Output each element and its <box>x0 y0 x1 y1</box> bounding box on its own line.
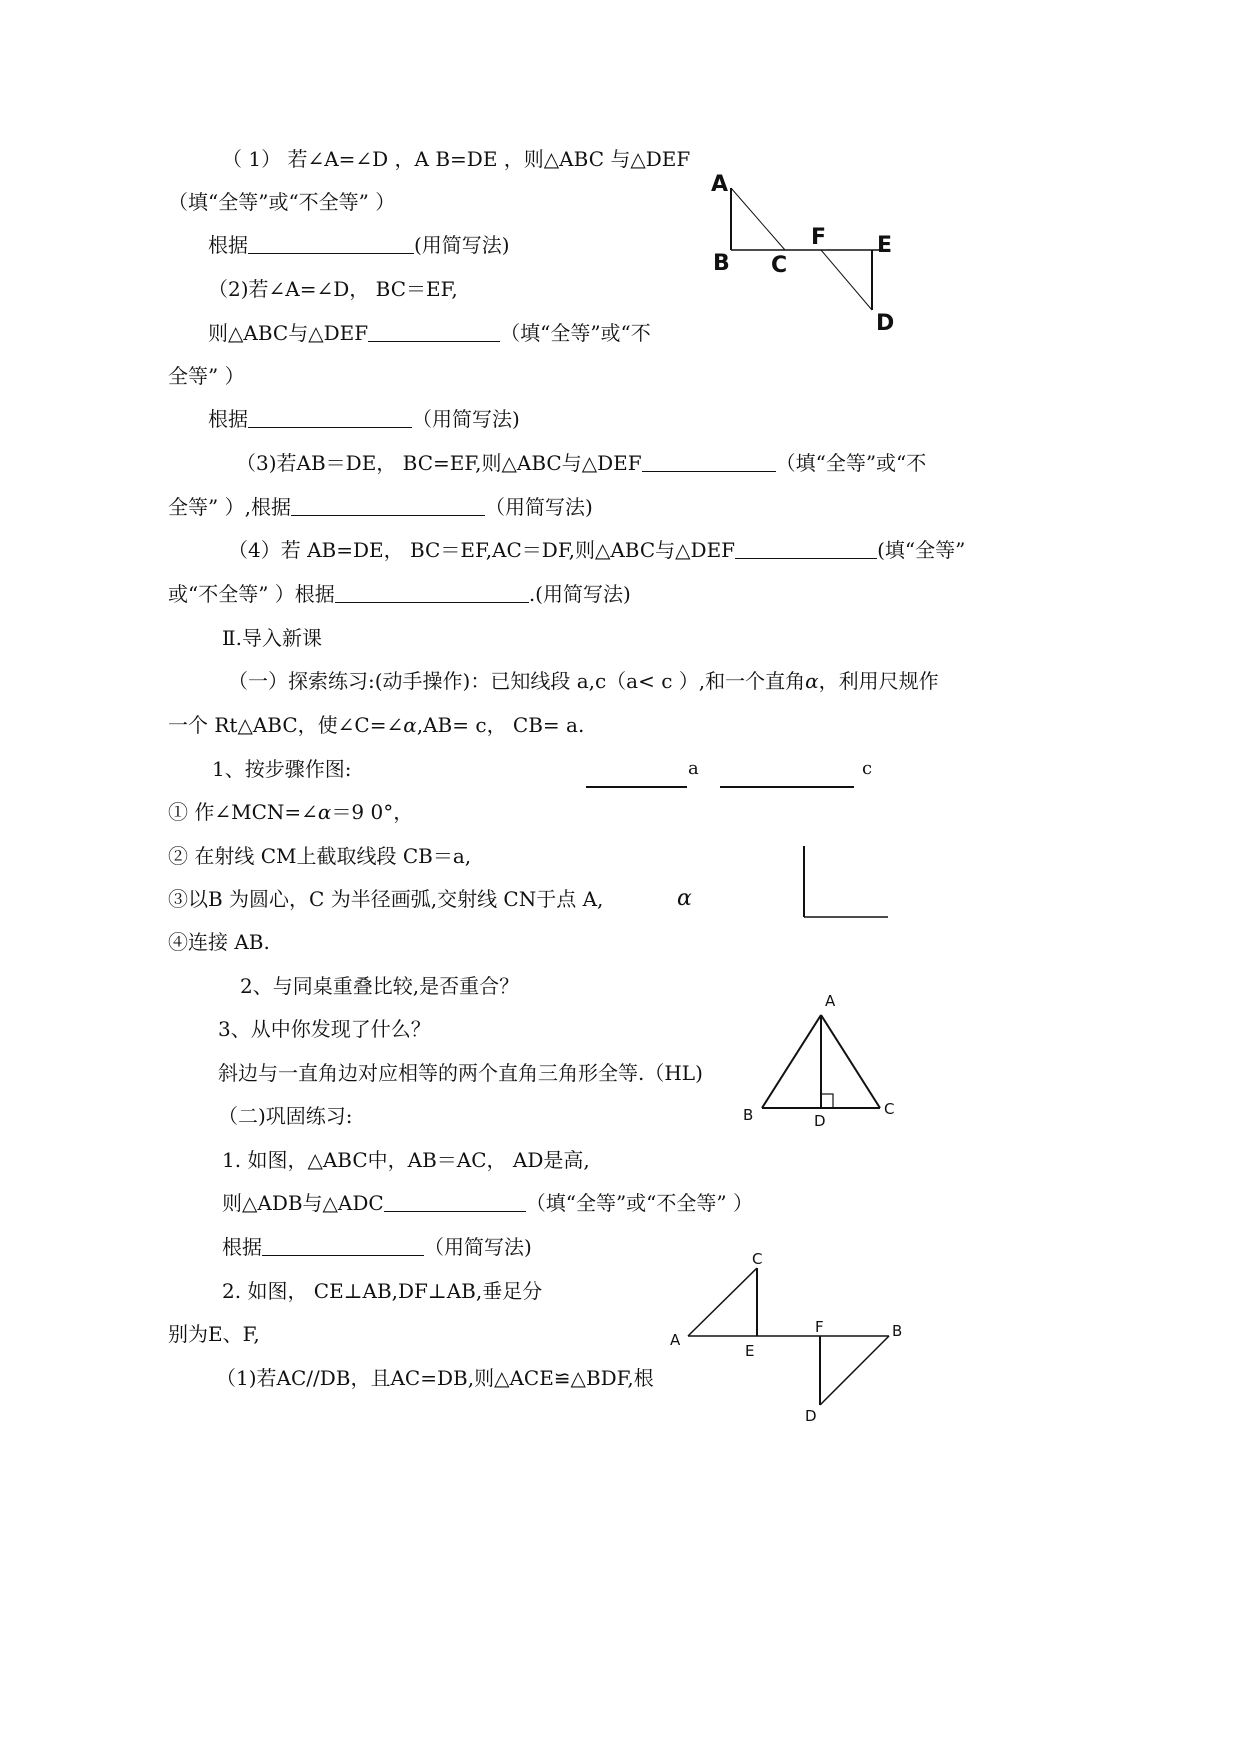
practice2-line2: 别为E、F, <box>168 1322 260 1346</box>
q4-basis-blank[interactable] <box>335 582 529 603</box>
alpha-symbol: α <box>805 669 819 693</box>
fig1-label-d: D <box>876 311 895 336</box>
fig2-label-d: D <box>805 1407 817 1425</box>
right-angle-alpha-label: α <box>677 886 692 911</box>
practice1-basis-blank[interactable] <box>262 1235 424 1256</box>
triangles-figure-1 <box>705 172 905 336</box>
q1-basis-suffix: (用简写法) <box>414 233 510 257</box>
q4-line1-suffix: (填“全等” <box>877 538 966 562</box>
q2-line3: 全等” ） <box>168 364 245 388</box>
q2-basis-label: 根据 <box>208 407 248 431</box>
q3-line2 <box>168 494 593 520</box>
q1-basis <box>208 232 510 258</box>
hl-conclusion: 斜边与一直角边对应相等的两个直角三角形全等.（HL) <box>218 1061 703 1085</box>
explore-line2 <box>168 712 584 738</box>
practice1-line2 <box>222 1190 753 1216</box>
q2-basis <box>208 406 520 432</box>
q2-line2-suffix: （填“全等”或“不 <box>500 321 651 345</box>
practice1-line2-suffix: （填“全等”或“不全等” ） <box>525 1191 753 1215</box>
fig1-label-a: A <box>711 172 729 197</box>
step4: ④连接 AB. <box>168 930 270 954</box>
q3-line2-suffix: （用简写法) <box>484 495 593 519</box>
fig2-label-f: F <box>815 1318 824 1336</box>
q3-line2-prefix: 全等” ）,根据 <box>168 495 291 519</box>
q2-line2-prefix: 则△ABC与△DEF <box>208 321 369 345</box>
segment-a <box>586 786 687 788</box>
fig2-label-c: C <box>752 1250 763 1268</box>
practice1-line2-prefix: 则△ADB与△ADC <box>222 1191 384 1215</box>
practice2-line1: 2. 如图， CE⊥AB,DF⊥AB,垂足分 <box>222 1279 543 1303</box>
alpha-symbol: α <box>403 713 417 737</box>
step1-a: ① 作∠MCN=∠ <box>168 800 318 824</box>
q3-line1 <box>236 450 926 476</box>
q4-line2 <box>168 581 631 607</box>
fig2-label-b: B <box>892 1322 903 1340</box>
iso-label-c: C <box>884 1100 895 1118</box>
practice-heading: （二)巩固练习: <box>218 1104 353 1128</box>
segment-c-label: c <box>862 758 873 779</box>
q3-answer-blank[interactable] <box>642 451 776 472</box>
practice1-line1: 1. 如图，△ABC中，AB＝AC， AD是高, <box>222 1148 590 1172</box>
q3-line1-suffix: （填“全等”或“不 <box>775 451 927 475</box>
step2: ② 在射线 CM上截取线段 CB＝a, <box>168 844 472 868</box>
step1-b: ＝9 0°， <box>331 800 414 824</box>
fig1-label-b: B <box>713 251 730 276</box>
q1-line2: （填“全等”或“不全等” ） <box>168 190 396 214</box>
practice1-basis-label: 根据 <box>222 1235 262 1259</box>
iso-label-a: A <box>825 992 836 1010</box>
q1-basis-blank[interactable] <box>248 233 414 254</box>
fig1-label-f: F <box>811 225 827 250</box>
explore-line2-b: ,AB= c， CB= a. <box>416 713 585 737</box>
fig2-label-a: A <box>670 1331 681 1349</box>
segment-c <box>720 786 854 788</box>
step3: ③以B 为圆心，C 为半径画弧,交射线 CN于点 A, <box>168 887 604 911</box>
q4-answer-blank[interactable] <box>735 538 877 559</box>
practice1-basis <box>222 1234 532 1260</box>
q3-basis-blank[interactable] <box>291 495 485 516</box>
q4-line2-suffix: .(用简写法) <box>528 582 631 606</box>
q4-line2-prefix: 或“不全等” ）根据 <box>168 582 335 606</box>
segment-a-label: a <box>688 758 699 779</box>
section-heading: Ⅱ.导入新课 <box>222 626 322 650</box>
explore-line2-a: 一个 Rt△ABC，使∠C=∠ <box>168 713 404 737</box>
q3-line1-prefix: （3)若AB＝DE， BC=EF,则△ABC与△DEF <box>236 451 642 475</box>
explore-line1-a: （一）探索练习:(动手操作)：已知线段 a,c（a< c ）,和一个直角 <box>228 669 806 693</box>
fig1-label-c: C <box>771 253 788 278</box>
explore-line1 <box>228 668 939 694</box>
q2-answer-blank[interactable] <box>368 321 500 342</box>
q2-basis-suffix: （用简写法) <box>412 407 520 431</box>
q2-basis-blank[interactable] <box>248 407 412 428</box>
iso-label-b: B <box>743 1106 754 1124</box>
q1-line1: （ 1） 若∠A=∠D ，A B=DE ，则△ABC 与△DEF <box>222 147 691 171</box>
q4-line1-prefix: （4）若 AB=DE， BC＝EF,AC＝DF,则△ABC与△DEF <box>228 538 736 562</box>
q2-line2 <box>208 320 651 346</box>
isosceles-triangle-figure <box>738 990 908 1140</box>
practice1-answer-blank[interactable] <box>384 1191 526 1212</box>
q1-basis-label: 根据 <box>208 233 248 257</box>
fig2-label-e: E <box>745 1342 755 1360</box>
q2-line1: （2)若∠A=∠D， BC＝EF, <box>208 277 458 301</box>
alpha-symbol: α <box>317 800 332 824</box>
step1 <box>168 799 413 825</box>
discover-question: 3、从中你发现了什么？ <box>218 1017 431 1041</box>
practice2-line3: （1)若AC//DB，且AC=DB,则△ACE≌△BDF,根 <box>216 1366 654 1390</box>
q4-line1 <box>228 537 965 563</box>
perpendiculars-figure-2 <box>665 1250 925 1430</box>
practice1-basis-suffix: （用简写法) <box>424 1235 532 1259</box>
iso-label-d: D <box>814 1112 826 1130</box>
step-heading: 1、按步骤作图: <box>212 757 352 781</box>
fig1-label-e: E <box>877 233 893 258</box>
explore-line1-b: ，利用尺规作 <box>818 669 939 693</box>
right-angle-figure <box>800 844 900 924</box>
compare-question: 2、与同桌重叠比较,是否重合？ <box>240 974 520 998</box>
